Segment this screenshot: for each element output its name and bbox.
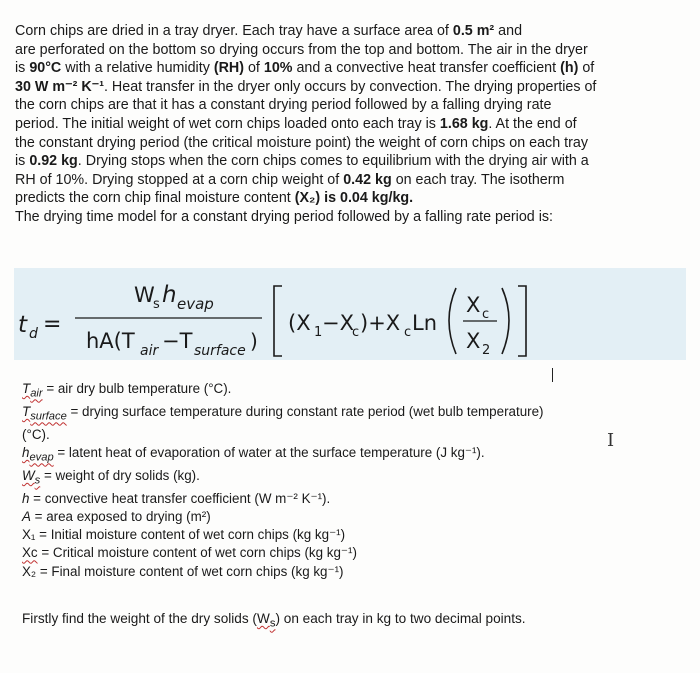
- definition-row: [22, 444, 682, 467]
- definition-row: [22, 544, 682, 562]
- text-span: period. The initial weight of wet corn chips loaded onto each tray is: [15, 115, 440, 132]
- problem-statement: [15, 22, 690, 227]
- symbol-sub: evap: [29, 451, 54, 464]
- text-line: [15, 59, 690, 78]
- definition-row: (°C).: [22, 426, 50, 442]
- bold-value: (X₂) is 0.04 kg/kg.: [294, 190, 414, 207]
- eq-bracket-x1: (X: [288, 311, 311, 335]
- text-line: [15, 115, 690, 134]
- eq-right-bracket: [518, 286, 526, 356]
- text-span: predicts the corn chip final moisture content: [15, 190, 295, 207]
- text-line: The drying time model for a constant drying period followed by a falling rate period is:: [15, 208, 554, 225]
- text-line: [15, 171, 690, 190]
- bold-value: (h): [560, 60, 583, 77]
- text-span: is: [15, 60, 30, 77]
- text-line: [15, 78, 690, 97]
- eq-den-ha: hA(T: [86, 329, 135, 353]
- eq-den-close: ): [250, 329, 258, 353]
- definition-text: = drying surface temperature during constant rate period (wet bulb temperature): [66, 403, 544, 419]
- text-span: Firstly find the weight of the dry solids (: [22, 611, 257, 626]
- text-span: . Drying stops when the corn chips comes to equilibrium with the drying air with a: [77, 153, 589, 170]
- text-span: ) on each tray in kg to two decimal points.: [275, 611, 526, 626]
- eq-bracket-subc2: c: [404, 325, 412, 340]
- definition-row: [22, 467, 682, 490]
- definition-text: = Critical moisture content of wet corn chips (kg kg⁻¹): [37, 545, 357, 561]
- eq-bracket-plus-xc: )+X: [360, 311, 401, 335]
- symbol: W: [256, 611, 270, 626]
- bold-value: 0.5 m²: [452, 23, 499, 39]
- text-span: on each tray. The isotherm: [395, 171, 565, 188]
- drying-time-equation: [14, 268, 686, 360]
- symbol: h: [22, 444, 30, 460]
- text-span: and: [498, 23, 523, 39]
- bold-value: 30 W m⁻² K⁻¹: [15, 78, 104, 95]
- eq-ln: Ln: [412, 311, 438, 335]
- text-span: Corn chips are dried in a tray dryer. Each tray have a surface area of: [15, 23, 453, 39]
- definition-row: [22, 380, 682, 403]
- eq-frac-den-sub: 2: [482, 343, 491, 358]
- definitions-list: [22, 380, 682, 581]
- text-span: and a convective heat transfer coefficient: [296, 60, 561, 77]
- bold-value: (RH): [213, 60, 248, 77]
- definition-row: [22, 490, 682, 508]
- definition-row: [22, 508, 682, 526]
- text-line: [15, 22, 690, 41]
- eq-num-w: W: [134, 283, 155, 307]
- definition-row: X₁ = Initial moisture content of wet corn chips (kg kg⁻¹): [22, 527, 346, 543]
- eq-num-s: s: [153, 297, 160, 312]
- text-span: RH of 10%. Drying stopped at a corn chip weight of: [15, 171, 344, 188]
- definition-text: = convective heat transfer coefficient (W m⁻² K⁻¹).: [29, 490, 331, 506]
- eq-equals: =: [43, 312, 62, 337]
- symbol-sub: surface: [30, 410, 67, 423]
- bold-value: 90°C: [29, 60, 66, 77]
- symbol: W: [22, 467, 35, 483]
- bold-value: 0.92 kg: [29, 153, 78, 170]
- eq-den-air: air: [140, 343, 159, 359]
- symbol: Xc: [22, 545, 38, 561]
- text-span: . At the end of: [488, 115, 577, 132]
- eq-left-paren: [449, 288, 456, 354]
- eq-right-paren: [502, 288, 509, 354]
- symbol-sub: s: [269, 617, 276, 630]
- bold-value: 10%: [263, 60, 297, 77]
- definition-text: = weight of dry solids (kg).: [40, 467, 200, 483]
- eq-lhs-sub: d: [29, 326, 38, 342]
- text-line: [15, 152, 690, 171]
- eq-bracket-xc: −X: [322, 311, 354, 335]
- eq-den-surface: surface: [194, 343, 246, 359]
- eq-num-evap: evap: [177, 295, 214, 313]
- text-span: of: [582, 60, 595, 77]
- text-line: are perforated on the bottom so drying occurs from the top and bottom. The air in the dryer: [15, 41, 588, 58]
- text-line: [15, 189, 690, 208]
- definition-row: [22, 403, 682, 426]
- eq-left-bracket: [274, 286, 282, 356]
- definition-text: = latent heat of evaporation of water at the surface temperature (J kg⁻¹).: [53, 444, 485, 460]
- symbol: T: [22, 403, 31, 419]
- symbol-sub: air: [30, 387, 43, 400]
- bold-value: 1.68 kg: [439, 115, 489, 132]
- eq-frac-den: X: [466, 329, 481, 353]
- text-line: the constant drying period (the critical moisture point) the weight of corn chips on each tray: [15, 134, 588, 151]
- question-text: [22, 611, 526, 630]
- eq-lhs-t: t: [18, 312, 28, 338]
- eq-bracket-subc: c: [352, 325, 360, 340]
- symbol-sub: s: [34, 474, 41, 487]
- eq-den-minus: −T: [162, 329, 193, 353]
- eq-num-h: h: [162, 282, 177, 308]
- eq-frac-num: X: [466, 293, 481, 317]
- eq-frac-num-sub: c: [482, 307, 490, 322]
- text-span: . Heat transfer in the dryer only occurs by convection. The drying properties of: [103, 78, 597, 95]
- text-span: with a relative humidity: [65, 60, 214, 77]
- definition-text: = area exposed to drying (m²): [30, 508, 211, 524]
- definition-text: = air dry bulb temperature (°C).: [42, 381, 232, 396]
- symbol: T: [22, 381, 31, 396]
- symbol: A: [22, 508, 31, 524]
- text-cursor-icon: I: [607, 430, 615, 451]
- text-span: is: [15, 153, 30, 170]
- eq-bracket-sub1: 1: [314, 325, 323, 340]
- bold-value: 0.42 kg: [343, 171, 396, 188]
- definition-row: X₂ = Final moisture content of wet corn chips (kg kg⁻¹): [22, 563, 344, 579]
- text-line: the corn chips are that it has a constant drying period followed by a falling drying rate: [15, 97, 552, 114]
- symbol: h: [22, 490, 30, 506]
- text-span: of: [247, 60, 264, 77]
